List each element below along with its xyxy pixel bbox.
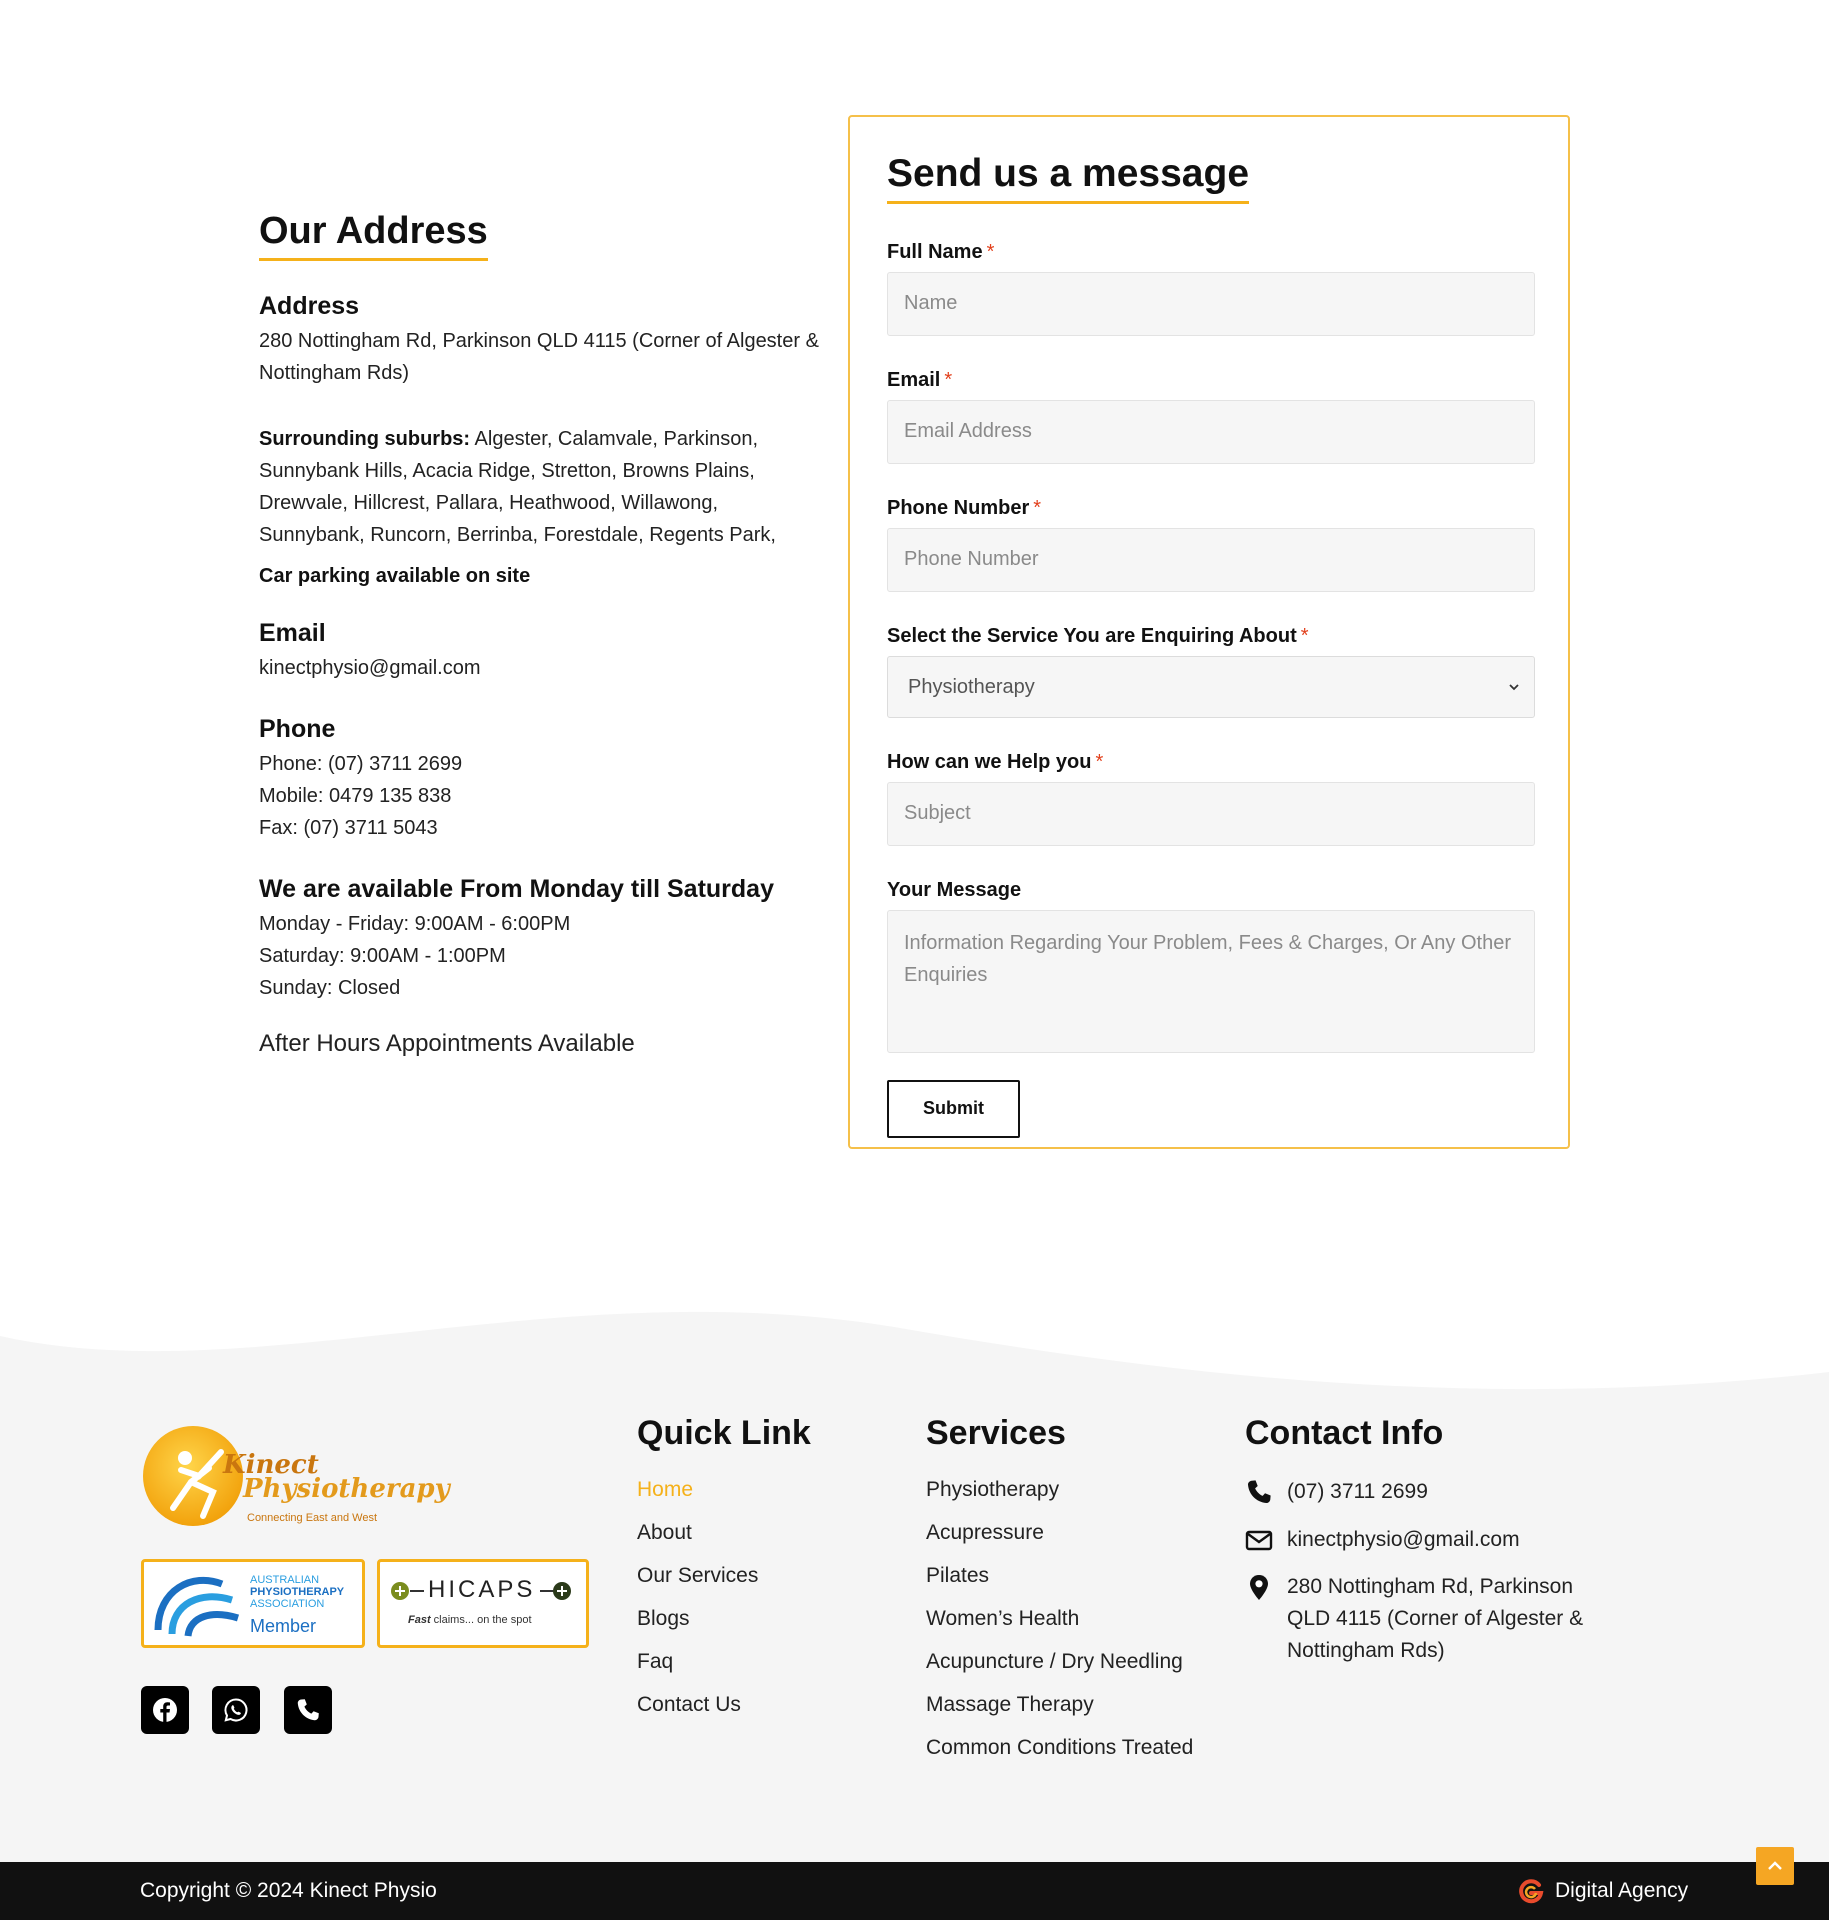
logo-line1: Kinect [223, 1450, 319, 1480]
phone-input[interactable] [887, 528, 1535, 592]
service-link-physiotherapy[interactable]: Physiotherapy [926, 1478, 1060, 1501]
contact-form [887, 152, 1535, 1138]
kinect-logo[interactable] [143, 1420, 450, 1530]
parking-note: Car parking available on site [259, 564, 531, 587]
mobile-text: Mobile: 0479 135 838 [259, 784, 452, 807]
required-mark: * [1033, 496, 1042, 519]
fullname-label: Full Name * [887, 240, 995, 263]
quick-link-faq[interactable]: Faq [637, 1650, 674, 1673]
help-label: How can we Help you * [887, 750, 1104, 773]
apa-member: Member [250, 1616, 317, 1636]
email-text: kinectphysio@gmail.com [259, 656, 481, 679]
hours-weekday: Monday - Friday: 9:00AM - 6:00PM [259, 912, 571, 935]
facebook-icon [152, 1697, 178, 1723]
apa-line2: PHYSIOTHERAPY [250, 1586, 345, 1598]
service-selected-value: Physiotherapy [908, 675, 1035, 698]
service-link-womens-health[interactable]: Women’s Health [926, 1607, 1080, 1630]
agency-label: Digital Agency [1555, 1879, 1689, 1902]
fullname-input[interactable] [887, 272, 1535, 336]
service-link-acupressure[interactable]: Acupressure [926, 1521, 1044, 1544]
surrounding-suburbs [259, 423, 819, 551]
whatsapp-icon [223, 1697, 249, 1723]
address-title: Address [259, 291, 360, 320]
contact-address-row [1245, 1571, 1585, 1667]
service-select[interactable] [887, 656, 1535, 718]
fax-text: Fax: (07) 3711 5043 [259, 816, 438, 839]
contact-email-row[interactable] [1245, 1524, 1520, 1556]
contact-phone-row[interactable] [1245, 1476, 1428, 1508]
contact-info-title: Contact Info [1245, 1414, 1444, 1452]
hours-title: We are available From Monday till Saturday [259, 874, 774, 903]
service-link-acupuncture[interactable]: Acupuncture / Dry Needling [926, 1650, 1183, 1673]
hours-saturday: Saturday: 9:00AM - 1:00PM [259, 944, 506, 967]
apa-member-badge [141, 1559, 365, 1648]
arrow-up-icon [1766, 1857, 1784, 1875]
message-textarea[interactable] [887, 910, 1535, 1053]
quick-link-home[interactable]: Home [637, 1478, 694, 1501]
quick-link-our-services[interactable]: Our Services [637, 1564, 759, 1587]
phone-icon [1245, 1478, 1273, 1506]
service-link-common-conditions[interactable]: Common Conditions Treated [926, 1736, 1194, 1759]
hicaps-wordmark: HICAPS [428, 1576, 536, 1603]
contact-email: kinectphysio@gmail.com [1287, 1528, 1520, 1551]
chevron-down-icon [1508, 657, 1520, 742]
quick-links-list [637, 1468, 758, 1726]
quick-link-title: Quick Link [637, 1414, 811, 1452]
apa-line1: AUSTRALIAN [250, 1574, 320, 1586]
required-mark: * [944, 368, 953, 391]
contact-form-card [848, 115, 1570, 1149]
suburbs-label: Surrounding suburbs: [259, 427, 471, 450]
email-input[interactable] [887, 400, 1535, 464]
email-label: Email * [887, 368, 953, 391]
copyright-text: Copyright © 2024 Kinect Physio [140, 1879, 437, 1902]
envelope-icon [1245, 1526, 1273, 1554]
required-mark: * [1300, 624, 1309, 647]
message-label: Your Message [887, 878, 1022, 901]
our-address-heading: Our Address [259, 210, 488, 261]
service-label: Select the Service You are Enquiring About * [887, 624, 1309, 647]
hicaps-tagline: Fast claims... on the spot [408, 1614, 532, 1626]
address-text: 280 Nottingham Rd, Parkinson QLD 4115 (Corner of Algester & Nottingham Rds) [259, 329, 819, 384]
hicaps-badge [377, 1559, 589, 1648]
whatsapp-button[interactable] [212, 1686, 260, 1734]
contact-phone: (07) 3711 2699 [1287, 1480, 1428, 1503]
quick-link-contact-us[interactable]: Contact Us [637, 1693, 741, 1716]
submit-button[interactable]: Submit [887, 1080, 1020, 1138]
form-heading: Send us a message [887, 152, 1249, 204]
hours-sunday: Sunday: Closed [259, 976, 401, 999]
apa-line3: ASSOCIATION [250, 1598, 325, 1610]
required-mark: * [986, 240, 995, 263]
address-section [259, 210, 819, 1058]
after-hours-note: After Hours Appointments Available [259, 1029, 635, 1057]
subject-input[interactable] [887, 782, 1535, 846]
logo-tagline: Connecting East and West [247, 1512, 378, 1524]
phone-icon [295, 1697, 321, 1723]
agency-logo-icon [1517, 1877, 1545, 1905]
map-pin-icon [1245, 1573, 1273, 1601]
quick-link-blogs[interactable]: Blogs [637, 1607, 690, 1630]
service-link-pilates[interactable]: Pilates [926, 1564, 990, 1587]
services-title: Services [926, 1414, 1066, 1452]
service-link-massage[interactable]: Massage Therapy [926, 1693, 1094, 1716]
phone-label: Phone Number * [887, 496, 1042, 519]
logo-line2: Physiotherapy [243, 1474, 450, 1504]
phone-title: Phone [259, 714, 336, 743]
facebook-button[interactable] [141, 1686, 189, 1734]
digital-agency-link[interactable] [1517, 1877, 1688, 1905]
scroll-to-top-button[interactable] [1756, 1847, 1794, 1885]
required-mark: * [1095, 750, 1104, 773]
phone-call-button[interactable] [284, 1686, 332, 1734]
services-list [926, 1468, 1193, 1769]
suburbs-text: Algester, Calamvale, Parkinson, Sunnybank Hills, Acacia Ridge, Stretton, Browns Plains, Drewvale, Hillcrest, Pallara, Heathwood, Willawong, Sunnybank, Runcorn, Berrinba, Forestdale, Regents Park, [259, 427, 776, 546]
phone-text: Phone: (07) 3711 2699 [259, 752, 463, 775]
quick-link-about[interactable]: About [637, 1521, 692, 1544]
email-title: Email [259, 618, 326, 647]
contact-address: 280 Nottingham Rd, Parkinson QLD 4115 (Corner of Algester & Nottingham Rds) [1287, 1575, 1584, 1662]
